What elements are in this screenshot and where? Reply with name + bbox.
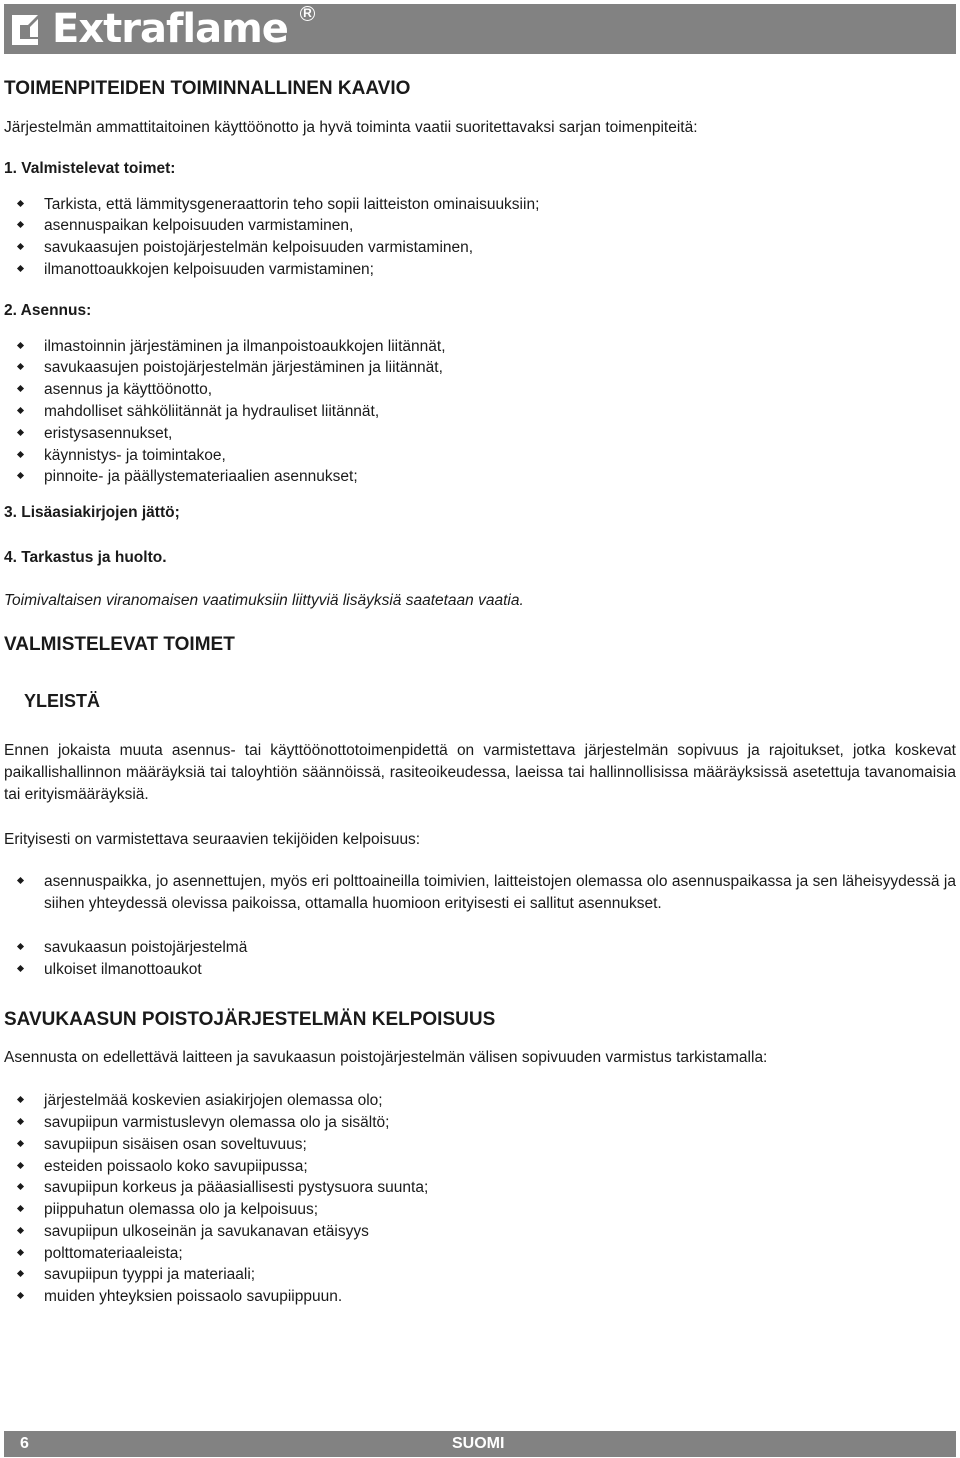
list-item: savukaasujen poistojärjestelmän kelpoisuuden varmistaminen,	[4, 237, 956, 259]
list-item: käynnistys- ja toimintakoe,	[4, 445, 956, 467]
step-2-heading: 2. Asennus:	[4, 301, 92, 319]
systems-list	[4, 937, 956, 981]
section-title-preparatory: VALMISTELEVAT TOIMET	[4, 633, 235, 655]
list-item: savupiipun varmistuslevyn olemassa olo ja sisältö;	[4, 1112, 956, 1134]
list-item: ilmanottoaukkojen kelpoisuuden varmistaminen;	[4, 259, 956, 281]
registered-mark: R	[300, 6, 315, 21]
step-1-list	[4, 194, 956, 281]
flue-intro: Asennusta on edellettävä laitteen ja savukaasun poistojärjestelmän välisen sopivuuden varmistus tarkistamalla:	[4, 1049, 768, 1067]
section-title-flue: SAVUKAASUN POISTOJÄRJESTELMÄN KELPOISUUS	[4, 1008, 496, 1030]
verify-paragraph: Erityisesti on varmistettava seuraavien tekijöiden kelpoisuus:	[4, 830, 421, 848]
list-item: ilmastoinnin järjestäminen ja ilmanpoistoaukkojen liitännät,	[4, 336, 956, 358]
list-item: savupiipun tyyppi ja materiaali;	[4, 1264, 956, 1286]
intro-text: Järjestelmän ammattitaitoinen käyttöönotto ja hyvä toiminta vaatii suoritettavaksi sarjan toimenpiteitä:	[4, 119, 698, 136]
brand-name: Extraflame	[52, 6, 288, 52]
list-item: ulkoiset ilmanottoaukot	[4, 959, 956, 981]
language-label: SUOMI	[452, 1435, 505, 1452]
list-item: asennus ja käyttöönotto,	[4, 379, 956, 401]
list-item: piippuhatun olemassa olo ja kelpoisuus;	[4, 1199, 956, 1221]
document-body	[4, 76, 956, 1308]
list-item: asennuspaikka, jo asennettujen, myös eri polttoaineilla toimivien, laitteistojen olemassa olo asennuspaikassa ja sen läheisyydessä ja siihen yhteydessä olevissa paikoissa, ottamalla huomioon erityisesti ei sallitut asennukset.	[4, 871, 956, 915]
step-3-heading: 3. Lisäasiakirjojen jättö;	[4, 504, 180, 522]
step-1-heading: 1. Valmistelevat toimet:	[4, 159, 176, 177]
logo-mark-icon	[8, 9, 48, 49]
list-item: savukaasun poistojärjestelmä	[4, 937, 956, 959]
list-item: mahdolliset sähköliitännät ja hydrauliset liitännät,	[4, 401, 956, 423]
list-item: esteiden poissaolo koko savupiipussa;	[4, 1156, 956, 1178]
general-paragraph: Ennen jokaista muuta asennus- tai käyttöönottotoimenpidettä on varmistettava järjestelmän sopivuus ja rajoitukset, jotka koskevat paikallishallinnon määräyksiä tai taloyhtiön säännöissä, rasiteoikeudessa, laeissa tai hallinnollisissa määräyksissä asetettuja tavanomaisia tai erityismääräyksiä.	[4, 742, 956, 803]
list-item: savupiipun korkeus ja pääasiallisesti pystysuora suunta;	[4, 1177, 956, 1199]
step-2-list	[4, 336, 956, 489]
page-number: 6	[20, 1435, 29, 1452]
list-item: savukaasujen poistojärjestelmän järjestäminen ja liitännät,	[4, 357, 956, 379]
step-4-heading: 4. Tarkastus ja huolto.	[4, 548, 167, 566]
subsection-title-general: YLEISTÄ	[24, 691, 101, 712]
list-item: polttomateriaaleista;	[4, 1243, 956, 1265]
brand-logo	[8, 4, 288, 54]
list-item: pinnoite- ja päällystemateriaalien asennukset;	[4, 466, 956, 488]
list-item: asennuspaikan kelpoisuuden varmistaminen,	[4, 215, 956, 237]
list-item: savupiipun ulkoseinän ja savukanavan etäisyys	[4, 1221, 956, 1243]
authority-note: Toimivaltaisen viranomaisen vaatimuksiin liittyviä lisäyksiä saatetaan vaatia.	[4, 591, 524, 609]
footer-bar	[4, 1431, 956, 1457]
installation-site-list	[4, 871, 956, 915]
list-item: Tarkista, että lämmitysgeneraattorin teho sopii laitteiston ominaisuuksiin;	[4, 194, 956, 216]
section-title-functional-diagram: TOIMENPITEIDEN TOIMINNALLINEN KAAVIO	[4, 78, 411, 99]
list-item: savupiipun sisäisen osan soveltuvuus;	[4, 1134, 956, 1156]
list-item: järjestelmää koskevien asiakirjojen olemassa olo;	[4, 1090, 956, 1112]
list-item: muiden yhteyksien poissaolo savupiippuun.	[4, 1286, 956, 1308]
flue-check-list	[4, 1090, 956, 1308]
list-item: eristysasennukset,	[4, 423, 956, 445]
